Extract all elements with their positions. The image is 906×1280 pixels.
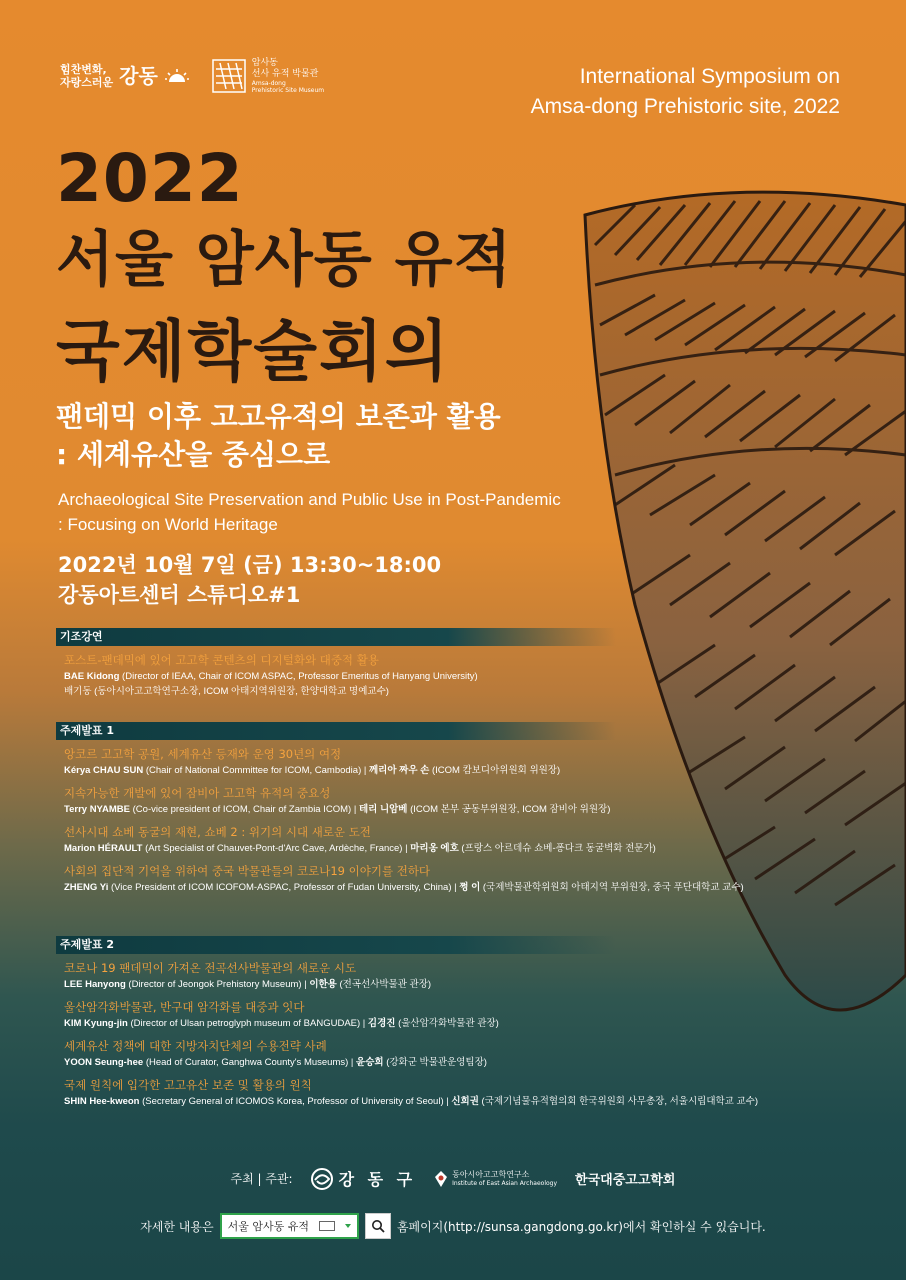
top-logos (60, 58, 324, 94)
speaker-name-en: KIM Kyung-jin (64, 1018, 128, 1029)
talk-title: 국제 원칙에 입각한 고고유산 보존 및 활용의 원칙 (64, 1078, 312, 1092)
speaker-name-ko: 이한용 (309, 979, 337, 990)
search-button[interactable] (365, 1213, 391, 1239)
speaker-name-ko: 신희권 (451, 1096, 479, 1107)
speaker-name-en: ZHENG Yi (64, 882, 109, 893)
speaker-role-en: (Chair of National Committee for ICOM, Cambodia) | (143, 765, 369, 776)
speaker-name-en: YOON Seung-hee (64, 1057, 144, 1068)
section-keynote (56, 628, 616, 706)
section-session2 (56, 936, 759, 1116)
museum-ko-line2: 선사 유적 박물관 (251, 69, 319, 79)
info-prefix: 자세한 내용은 (140, 1219, 214, 1234)
gangdong-name: 강동 (119, 64, 158, 88)
speaker-name-en: LEE Hanyong (64, 979, 126, 990)
gangdong-swirl-icon (311, 1168, 333, 1190)
speaker-role-ko: (강화군 박물관운영팀장) (383, 1057, 487, 1068)
gangdong-logo (60, 63, 190, 89)
talk-item (64, 863, 744, 895)
subtitle-ko (56, 398, 501, 474)
talk-item (64, 746, 616, 778)
speaker-role-en: (Director of Jeongok Prehistory Museum) | (125, 979, 310, 990)
speaker-role-ko: (ICOM 캄보디아위원회 위원장) (429, 765, 561, 776)
speaker-name-ko: 마리옹 에호 (410, 843, 459, 854)
nea-en: Institute of East Asian Archaeology (452, 1179, 558, 1187)
museum-mark-icon (212, 59, 246, 93)
talk-title: 세계유산 정책에 대한 지방자치단체의 수용전략 사례 (64, 1039, 327, 1053)
talk-title: 포스트-팬데믹에 있어 고고학 콘텐츠의 디지털화와 대중적 활용 (64, 653, 379, 667)
title-year: 2022 (56, 140, 244, 217)
talk-speaker (64, 841, 656, 856)
talk-speaker (64, 880, 744, 895)
museum-logo (212, 58, 324, 94)
talk-speaker (64, 763, 616, 778)
speaker-name-ko: 테리 니암베 (358, 804, 408, 815)
subtitle-ko-line1: 팬데믹 이후 고고유적의 보존과 활용 (56, 400, 501, 433)
section-heading: 주제발표 2 (56, 936, 616, 954)
intl-line1: International Symposium on (579, 65, 840, 88)
host-nea (434, 1170, 557, 1188)
talk-item (64, 824, 656, 856)
speaker-role-en: (Head of Curator, Ganghwa County's Museums) | (143, 1057, 357, 1068)
event-info (58, 550, 441, 610)
speaker-role-en: (Secretary General of ICOMOS Korea, Professor of University of Seoul) | (139, 1096, 452, 1107)
intl-line2: Amsa-dong Prehistoric site, 2022 (530, 95, 840, 118)
talk-item (64, 1038, 616, 1070)
talk-title: 지속가능한 개발에 있어 잠비아 고고학 유적의 중요성 (64, 786, 331, 800)
organizers (0, 1167, 906, 1190)
chevron-down-icon (345, 1224, 351, 1228)
info-line (0, 1213, 906, 1239)
talk-title: 울산암각화박물관, 반구대 암각화를 대중과 잇다 (64, 1000, 305, 1014)
museum-en-line1: Amsa-dong (251, 80, 286, 87)
nea-ko: 동아시아고고학연구소 (452, 1169, 530, 1179)
host-gangdong-label: 강 동 구 (338, 1170, 417, 1189)
speaker-role-ko: (울산암각화박물관 관장) (395, 1018, 499, 1029)
slogan-line1: 힘찬변화, (60, 63, 107, 76)
gangdong-slogan (60, 63, 113, 89)
speaker-role-ko: (전곡선사박물관 관장) (336, 979, 432, 990)
talk-speaker (64, 1094, 759, 1109)
speaker-role-ko: (프랑스 아르데슈 쇼베-퐁다크 동굴벽화 전문가) (458, 843, 656, 854)
talk-speaker (64, 1016, 616, 1031)
talk-title: 사회의 집단적 기억을 위하여 중국 박물관들의 코로나19 이야기를 전하다 (64, 864, 431, 878)
talk-speaker (64, 977, 616, 992)
subtitle-en-line1: Archaeological Site Preservation and Public Use in Post-Pandemic (58, 490, 561, 509)
speaker-role-en: (Art Specialist of Chauvet-Pont-d'Arc Cave, Ardèche, France) | (142, 843, 411, 854)
event-venue: 강동아트센터 스튜디오#1 (58, 583, 301, 607)
search-icon (371, 1219, 385, 1233)
speaker-name-en: BAE Kidong (64, 671, 120, 682)
subtitle-en (58, 487, 561, 537)
speaker-name-ko: 김경진 (367, 1018, 396, 1029)
talk-speaker (64, 802, 616, 817)
talk-title: 코로나 19 팬데믹이 가져온 전곡선사박물관의 새로운 시도 (64, 961, 357, 975)
speaker-name-en: Marion HÉRAULT (64, 843, 143, 854)
speaker-role-en: (Vice President of ICOM ICOFOM-ASPAC, Professor of Fudan University, China) | (108, 882, 460, 893)
talk-speaker (64, 669, 616, 684)
talk-item (64, 652, 616, 699)
subtitle-en-line2: : Focusing on World Heritage (58, 515, 278, 534)
event-datetime: 2022년 10월 7일 (금) 13:30~18:00 (58, 553, 442, 577)
speaker-name-ko: 쩡 이 (459, 882, 481, 893)
info-suffix: 홈페이지(http://sunsa.gangdong.go.kr)에서 확인하실 수 있습니다. (396, 1219, 766, 1234)
talk-speaker (64, 1055, 616, 1070)
talk-item (64, 960, 616, 992)
speaker-role-ko: (ICOM 본부 공동부위원장, ICOM 잠비아 위원장) (407, 804, 611, 815)
talk-title: 앙코르 고고학 공원, 세계유산 등재와 운영 30년의 여정 (64, 747, 342, 761)
speaker-role-ko: (국제박물관학위원회 아태지역 부위원장, 중국 푸단대학교 교수) (480, 882, 744, 893)
museum-en-line2: Prehistoric Site Museum (251, 87, 325, 94)
speaker-name-en: Kérya CHAU SUN (64, 765, 144, 776)
talk-speaker-ko: 배기동 (동아시아고고학연구소장, ICOM 아태지역위원장, 한양대학교 명예교수) (64, 686, 389, 697)
host-kas: 한국대중고고학회 (575, 1173, 676, 1188)
speaker-name-en: SHIN Hee-kweon (64, 1096, 140, 1107)
speaker-role-en: (Director of IEAA, Chair of ICOM ASPAC, Professor Emeritus of Hanyang University) (119, 671, 478, 682)
host-label: 주최 | 주관: (230, 1172, 293, 1186)
sun-icon (164, 68, 190, 84)
speaker-role-ko: (국제기념물유적협의회 한국위원회 사무총장, 서울시립대학교 교수) (478, 1096, 759, 1107)
talk-item (64, 1077, 759, 1109)
title-line1: 서울 암사동 유적 (56, 225, 513, 295)
talk-item (64, 785, 616, 817)
section-heading: 기조강연 (56, 628, 616, 646)
nea-emblem-icon (434, 1170, 448, 1188)
talk-title: 선사시대 쇼베 동굴의 재현, 쇼베 2 : 위기의 시대 새로운 도전 (64, 825, 371, 839)
slogan-line2: 자랑스러운 (60, 76, 114, 89)
keyboard-icon (319, 1221, 335, 1231)
talk-item (64, 999, 616, 1031)
speaker-role-en: (Co-vice president of ICOM, Chair of Zambia ICOM) | (130, 804, 359, 815)
nea-text (452, 1170, 557, 1188)
intl-symposium-title (531, 62, 840, 122)
speaker-role-en: (Director of Ulsan petroglyph museum of BANGUDAE) | (127, 1018, 368, 1029)
speaker-name-en: Terry NYAMBE (64, 804, 130, 815)
search-input-text: 서울 암사동 유적 (227, 1220, 309, 1233)
museum-text (252, 58, 324, 94)
speaker-name-ko: 윤승희 (356, 1057, 384, 1068)
section-heading: 주제발표 1 (56, 722, 616, 740)
speaker-name-ko: 께리아 짜우 손 (368, 765, 430, 776)
search-input[interactable] (220, 1213, 359, 1239)
host-gangdong (311, 1167, 417, 1190)
subtitle-ko-line2: : 세계유산을 중심으로 (56, 438, 331, 471)
section-session1 (56, 722, 744, 902)
title-line2: 국제학술회의 (56, 313, 451, 390)
museum-ko-line1: 암사동 (251, 58, 278, 68)
